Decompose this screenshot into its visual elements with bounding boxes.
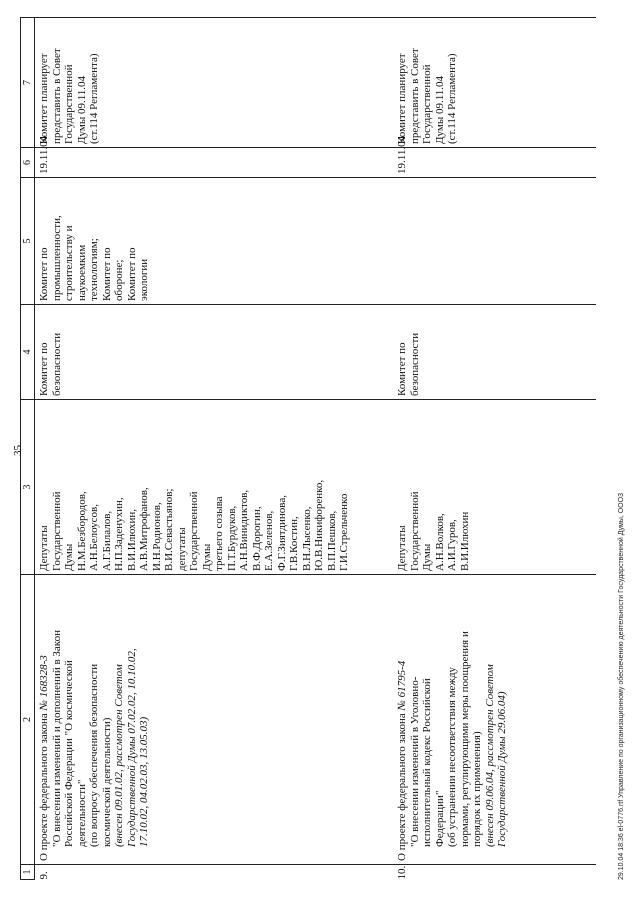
column-header: 2 [21,575,35,865]
author-line: В.И.Илюхин [458,511,471,571]
author-line: А.В.Митрофанов, [138,487,150,571]
description-line: деятельности" [75,779,88,847]
co-committee-line: Комитет по [125,247,138,301]
submission-note-line: Государственной Думы 29.06.04) [496,691,508,847]
description-line: космической деятельности) [100,717,113,847]
author-line: Государственной [50,491,63,571]
table-row [35,18,394,880]
authors-cell [35,400,394,575]
date-cell [393,135,596,178]
author-line: Депутаты [38,525,50,571]
co-committee-line: обороне; [113,259,125,301]
author-line: Депутаты [396,525,408,571]
column-header: 3 [21,400,35,575]
plan-line: (ст.114 Регламента) [88,53,100,144]
description-line: Российской Федерации "О космической [63,660,75,847]
plan-cell [35,18,394,148]
co-committee-line: Комитет по [38,247,50,301]
plan-cell [393,18,596,148]
consideration-date: 19.11.04 [396,135,408,174]
author-line: В.И.Илюхин, [125,508,138,571]
co-committee-line: промышленности, [50,215,63,301]
co-committee-line: Комитет по [100,247,113,301]
description-line: Федерации" [433,790,446,847]
bill-title-line [396,578,409,861]
author-line: А.Н.Белоусов, [88,504,100,571]
co-committee-line: строительству и [63,225,75,301]
description-line: порядок их применения) [471,731,483,847]
author-line: А.Н.Винидиктов, [238,489,250,571]
bill-title-prefix: О проекте федерального закона [396,710,408,861]
submission-note-line: (внесен 09.06.04, рассмотрен Советом [483,664,496,847]
row-number: 10. [396,865,408,880]
plan-line: представить в Совет [408,48,421,144]
header-row [21,18,35,880]
author-line: И.Н.Родионов, [150,502,163,571]
bill-title-prefix: О проекте федерального закона [38,710,50,861]
author-line: депутаты [175,527,188,571]
author-line: В.Ф.Дорогин, [250,506,263,571]
description-line: "О внесении изменений в Уголовно- [408,676,421,847]
consideration-date: 19.11.04 [38,135,50,174]
author-line: Думы [200,543,213,571]
authors-cell [393,400,596,575]
column-header: 5 [21,178,35,305]
column-header: 6 [21,148,35,178]
co-committees-cell [393,178,596,305]
author-line: П.Т.Бурдуков, [225,505,238,571]
author-line: Г.И.Стрельченко [338,493,350,571]
lead-committee-cell [35,305,394,400]
lead-committee-line: безопасности [50,332,63,396]
row-number: 9. [38,871,50,880]
description-line: исполнительный кодекс Российской [421,678,433,847]
bills-table [20,17,596,880]
bill-description-cell [35,575,394,865]
submission-note-line: Государственной Думы 07.02.02, 10.10.02, [125,648,138,847]
lead-committee-line: Комитет по [38,342,50,396]
author-line: Е.А.Зеленов, [263,510,275,571]
date-cell [35,135,394,178]
co-committee-line: экологии [138,258,150,301]
author-line: В.Н.Лысенко, [300,506,313,571]
author-line: Ф.Г.Зиятдинова, [275,495,288,571]
table-row [393,18,596,880]
author-line: А.И.Гуров, [446,519,458,571]
author-line: В.И.Севастьянов; [163,488,175,571]
description-line: "О внесении изменений и дополнений в Закон [50,630,63,847]
plan-line: Думы 09.11.04 [75,75,88,144]
bill-description-cell [393,575,596,865]
plan-line: (ст.114 Регламента) [446,53,458,144]
plan-line: Комитет планирует [38,53,50,144]
description-line: нормами, регулирующими меры поощрения и [458,631,471,847]
author-line: Г.В.Костин, [288,516,300,571]
submission-note-line: (внесен 09.01.02, рассмотрен Советом [113,664,125,847]
description-line: (об устранении несоответствия между [446,666,458,847]
author-line: Н.П.Заденухин, [113,497,125,571]
author-line: А.Г.Билалов, [100,510,113,571]
description-line: (по вопросу обеспечения безопасности [88,663,100,847]
lead-committee-line: Комитет по [396,342,408,396]
lead-committee-cell [393,305,596,400]
author-line: А.Н.Волков, [433,513,446,571]
plan-line: представить в Совет [50,48,63,144]
co-committees-cell [35,178,394,305]
submission-note-line: 17.10.02, 04.02.03, 13.05.03) [138,716,150,847]
column-header: 4 [21,305,35,400]
plan-line: Думы 09.11.04 [433,75,446,144]
column-header: 1 [21,865,35,880]
author-line: Н.М.Безбородов, [75,491,88,571]
column-header: 7 [21,18,35,148]
author-line: Думы [63,543,75,571]
print-footer: 29.10.04 18:36 el-0776.rtf Управление по организационному обеспечению деятельности Государственной Думы, ООО3 [618,493,625,880]
author-line: Ю.В.Никифоренко, [313,479,325,571]
author-line: Государственной [188,491,200,571]
law-number: № 61795-4 [396,660,408,711]
law-number: № 168328-3 [38,655,50,711]
plan-line: Государственной [63,64,75,144]
author-line: третьего созыва [213,496,225,571]
co-committee-line: наукоемким [75,244,88,301]
lead-committee-line: безопасности [408,332,421,396]
plan-line: Государственной [421,64,433,144]
bill-title-line [38,578,51,861]
page-number: 35 [12,445,24,456]
author-line: Государственной [408,491,421,571]
co-committee-line: технологиям; [88,238,100,301]
author-line: В.П.Пешков, [325,510,338,571]
author-line: Думы [421,543,433,571]
plan-line: Комитет планирует [396,53,408,144]
